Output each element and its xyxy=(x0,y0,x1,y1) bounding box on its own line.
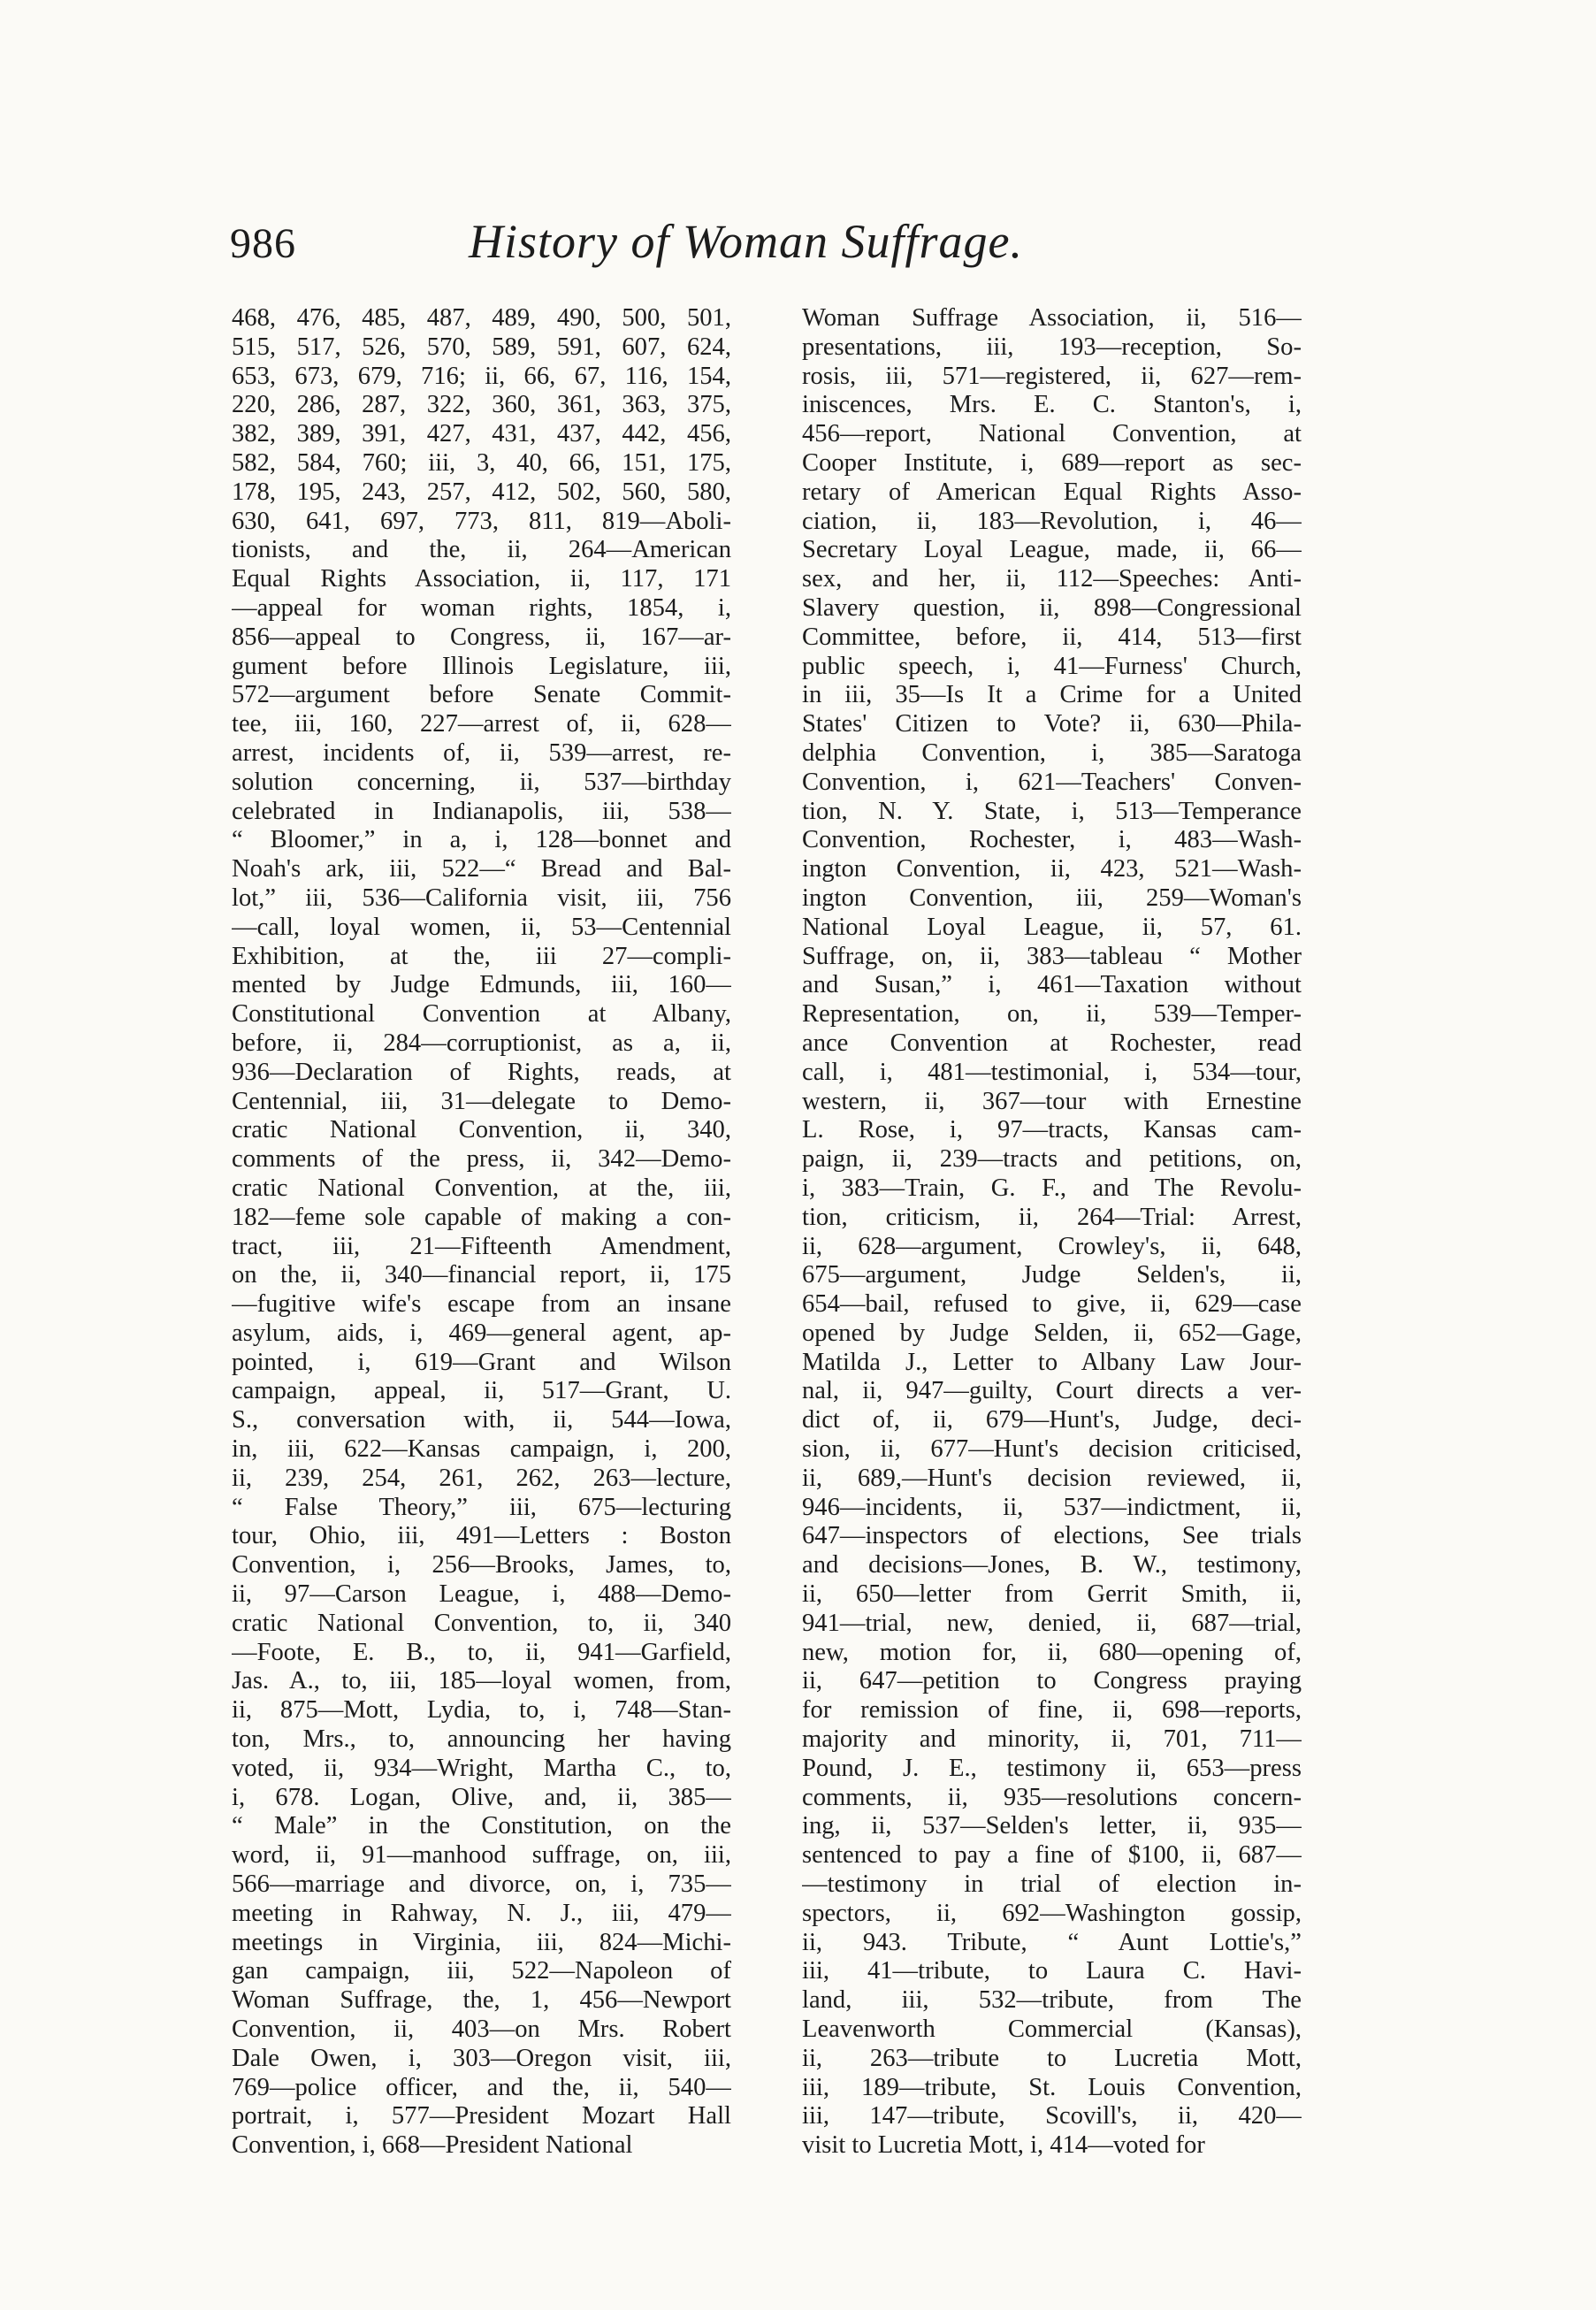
index-column-left xyxy=(232,304,731,2161)
index-line: sex, and her, ii, 112—Speeches: Anti- xyxy=(802,565,1302,593)
index-line: Convention, ii, 403—on Mrs. Robert xyxy=(232,2016,731,2044)
index-line: Exhibition, at the, iii 27—compli- xyxy=(232,942,731,970)
index-line: iii, 189—tribute, St. Louis Convention, xyxy=(802,2073,1302,2101)
running-title: History of Woman Suffrage. xyxy=(469,215,1024,268)
index-line: presentations, iii, 193—reception, So- xyxy=(802,333,1302,361)
index-line: 382, 389, 391, 427, 431, 437, 442, 456, xyxy=(232,420,731,448)
index-line: rosis, iii, 571—registered, ii, 627—rem- xyxy=(802,362,1302,390)
index-line: 654—bail, refused to give, ii, 629—case xyxy=(802,1290,1302,1319)
index-line: ciation, ii, 183—Revolution, i, 46— xyxy=(802,507,1302,535)
index-line: —fugitive wife's escape from an insane xyxy=(232,1290,731,1319)
index-line: 572—argument before Senate Commit- xyxy=(232,681,731,709)
index-line: cratic National Convention, ii, 340, xyxy=(232,1116,731,1144)
index-column-right xyxy=(802,304,1302,2161)
index-line: “ Male” in the Constitution, on the xyxy=(232,1812,731,1840)
index-line: call, i, 481—testimonial, i, 534—tour, xyxy=(802,1058,1302,1086)
index-line: paign, ii, 239—tracts and petitions, on, xyxy=(802,1145,1302,1174)
index-line: Secretary Loyal League, made, ii, 66— xyxy=(802,536,1302,564)
index-line: —testimony in trial of election in- xyxy=(802,1870,1302,1899)
index-line: for remission of fine, ii, 698—reports, xyxy=(802,1696,1302,1725)
index-line: i, 383—Train, G. F., and The Revolu- xyxy=(802,1174,1302,1202)
index-line: ance Convention at Rochester, read xyxy=(802,1029,1302,1057)
index-line: ii, 239, 254, 261, 262, 263—lecture, xyxy=(232,1464,731,1492)
index-line: arrest, incidents of, ii, 539—arrest, re- xyxy=(232,738,731,767)
index-line: —appeal for woman rights, 1854, i, xyxy=(232,593,731,622)
index-line: nal, ii, 947—guilty, Court directs a ver- xyxy=(802,1377,1302,1405)
index-line: 582, 584, 760; iii, 3, 40, 66, 151, 175, xyxy=(232,448,731,477)
index-line: ii, 628—argument, Crowley's, ii, 648, xyxy=(802,1232,1302,1260)
index-line: 220, 286, 287, 322, 360, 361, 363, 375, xyxy=(232,391,731,419)
index-line: cratic National Convention, to, ii, 340 xyxy=(232,1609,731,1637)
index-line: iii, 147—tribute, Scovill's, ii, 420— xyxy=(802,2102,1302,2130)
index-line: meetings in Virginia, iii, 824—Michi- xyxy=(232,1928,731,1956)
index-line: Representation, on, ii, 539—Temper- xyxy=(802,1000,1302,1029)
index-line: pointed, i, 619—Grant and Wilson xyxy=(232,1348,731,1376)
index-line: visit to Lucretia Mott, i, 414—voted for xyxy=(802,2131,1205,2160)
index-line: ii, 97—Carson League, i, 488—Demo- xyxy=(232,1580,731,1609)
index-line: western, ii, 367—tour with Ernestine xyxy=(802,1087,1302,1115)
index-line: Constitutional Convention at Albany, xyxy=(232,1000,731,1029)
index-line: Woman Suffrage, the, 1, 456—Newport xyxy=(232,1986,731,2015)
index-line: ii, 875—Mott, Lydia, to, i, 748—Stan- xyxy=(232,1696,731,1725)
index-line: in iii, 35—Is It a Crime for a United xyxy=(802,681,1302,709)
index-line: voted, ii, 934—Wright, Martha C., to, xyxy=(232,1754,731,1782)
running-head xyxy=(230,210,1309,290)
index-line: —Foote, E. B., to, ii, 941—Garfield, xyxy=(232,1638,731,1666)
index-line: Jas. A., to, iii, 185—loyal women, from, xyxy=(232,1667,731,1695)
index-line: majority and minority, ii, 701, 711— xyxy=(802,1725,1302,1754)
index-line: and decisions—Jones, B. W., testimony, xyxy=(802,1551,1302,1580)
index-line: ing, ii, 537—Selden's letter, ii, 935— xyxy=(802,1812,1302,1840)
index-line: Centennial, iii, 31—delegate to Demo- xyxy=(232,1087,731,1115)
index-line: L. Rose, i, 97—tracts, Kansas cam- xyxy=(802,1116,1302,1144)
index-line: solution concerning, ii, 537—birthday xyxy=(232,768,731,796)
index-line: iii, 41—tribute, to Laura C. Havi- xyxy=(802,1957,1302,1985)
index-line: ton, Mrs., to, announcing her having xyxy=(232,1725,731,1754)
index-line: 936—Declaration of Rights, reads, at xyxy=(232,1058,731,1086)
index-line: portrait, i, 577—President Mozart Hall xyxy=(232,2102,731,2130)
index-line: —call, loyal women, ii, 53—Centennial xyxy=(232,913,731,941)
index-line: comments, ii, 935—resolutions concern- xyxy=(802,1783,1302,1811)
index-line: Woman Suffrage Association, ii, 516— xyxy=(802,304,1302,332)
index-line: delphia Convention, i, 385—Saratoga xyxy=(802,738,1302,767)
index-line: Convention, i, 621—Teachers' Conven- xyxy=(802,768,1302,796)
index-line: iniscences, Mrs. E. C. Stanton's, i, xyxy=(802,391,1302,419)
index-line: word, ii, 91—manhood suffrage, on, iii, xyxy=(232,1841,731,1870)
index-line: Dale Owen, i, 303—Oregon visit, iii, xyxy=(232,2044,731,2072)
index-line: ii, 263—tribute to Lucretia Mott, xyxy=(802,2044,1302,2072)
index-line: Matilda J., Letter to Albany Law Jour- xyxy=(802,1348,1302,1376)
index-line: 468, 476, 485, 487, 489, 490, 500, 501, xyxy=(232,304,731,332)
index-line: 630, 641, 697, 773, 811, 819—Aboli- xyxy=(232,507,731,535)
index-line: campaign, appeal, ii, 517—Grant, U. xyxy=(232,1377,731,1405)
index-line: cratic National Convention, at the, iii, xyxy=(232,1174,731,1202)
index-line: comments of the press, ii, 342—Demo- xyxy=(232,1145,731,1174)
index-line: on the, ii, 340—financial report, ii, 175 xyxy=(232,1261,731,1289)
index-line: Leavenworth Commercial (Kansas), xyxy=(802,2016,1302,2044)
page-number: 986 xyxy=(230,220,296,267)
index-line: Pound, J. E., testimony ii, 653—press xyxy=(802,1754,1302,1782)
index-line: S., conversation with, ii, 544—Iowa, xyxy=(232,1406,731,1434)
index-line: spectors, ii, 692—Washington gossip, xyxy=(802,1899,1302,1927)
index-line: tion, criticism, ii, 264—Trial: Arrest, xyxy=(802,1203,1302,1231)
index-line: tion, N. Y. State, i, 513—Temperance xyxy=(802,797,1302,825)
index-line: ington Convention, iii, 259—Woman's xyxy=(802,883,1302,912)
index-line: 566—marriage and divorce, on, i, 735— xyxy=(232,1870,731,1899)
index-line: 941—trial, new, denied, ii, 687—trial, xyxy=(802,1609,1302,1637)
index-line: opened by Judge Selden, ii, 652—Gage, xyxy=(802,1319,1302,1347)
index-line: 769—police officer, and the, ii, 540— xyxy=(232,2073,731,2101)
index-line: public speech, i, 41—Furness' Church, xyxy=(802,652,1302,680)
index-line: i, 678. Logan, Olive, and, ii, 385— xyxy=(232,1783,731,1811)
index-line: “ False Theory,” iii, 675—lecturing xyxy=(232,1493,731,1521)
index-line: ii, 689,—Hunt's decision reviewed, ii, xyxy=(802,1464,1302,1492)
index-line: sentenced to pay a fine of $100, ii, 687— xyxy=(802,1841,1302,1870)
index-line: Convention, i, 256—Brooks, James, to, xyxy=(232,1551,731,1580)
index-line: mented by Judge Edmunds, iii, 160— xyxy=(232,971,731,999)
index-line: tract, iii, 21—Fifteenth Amendment, xyxy=(232,1232,731,1260)
index-line: gument before Illinois Legislature, iii, xyxy=(232,652,731,680)
index-line: lot,” iii, 536—California visit, iii, 756 xyxy=(232,883,731,912)
index-line: dict of, ii, 679—Hunt's, Judge, deci- xyxy=(802,1406,1302,1434)
index-line: ington Convention, ii, 423, 521—Wash- xyxy=(802,855,1302,883)
index-line: 456—report, National Convention, at xyxy=(802,420,1302,448)
index-line: before, ii, 284—corruptionist, as a, ii, xyxy=(232,1029,731,1057)
index-line: land, iii, 532—tribute, from The xyxy=(802,1986,1302,2015)
index-line: “ Bloomer,” in a, i, 128—bonnet and xyxy=(232,826,731,854)
index-line: tionists, and the, ii, 264—American xyxy=(232,536,731,564)
index-line: ii, 943. Tribute, “ Aunt Lottie's,” xyxy=(802,1928,1302,1956)
index-line: 182—feme sole capable of making a con- xyxy=(232,1203,731,1231)
index-line: Cooper Institute, i, 689—report as sec- xyxy=(802,448,1302,477)
index-line: ii, 647—petition to Congress praying xyxy=(802,1667,1302,1695)
index-line: ii, 650—letter from Gerrit Smith, ii, xyxy=(802,1580,1302,1609)
index-line: 515, 517, 526, 570, 589, 591, 607, 624, xyxy=(232,333,731,361)
index-line: National Loyal League, ii, 57, 61. xyxy=(802,913,1302,941)
index-line: 647—inspectors of elections, See trials xyxy=(802,1522,1302,1550)
index-line: Convention, i, 668—President National xyxy=(232,2131,633,2160)
index-line: in, iii, 622—Kansas campaign, i, 200, xyxy=(232,1435,731,1464)
index-line: Noah's ark, iii, 522—“ Bread and Bal- xyxy=(232,855,731,883)
index-line: 178, 195, 243, 257, 412, 502, 560, 580, xyxy=(232,478,731,506)
index-line: and Susan,” i, 461—Taxation without xyxy=(802,971,1302,999)
index-line: Convention, Rochester, i, 483—Wash- xyxy=(802,826,1302,854)
index-line: 653, 673, 679, 716; ii, 66, 67, 116, 154, xyxy=(232,362,731,390)
index-line: sion, ii, 677—Hunt's decision criticised, xyxy=(802,1435,1302,1464)
index-line: new, motion for, ii, 680—opening of, xyxy=(802,1638,1302,1666)
index-line: Slavery question, ii, 898—Congressional xyxy=(802,593,1302,622)
index-line: asylum, aids, i, 469—general agent, ap- xyxy=(232,1319,731,1347)
index-line: meeting in Rahway, N. J., iii, 479— xyxy=(232,1899,731,1927)
index-line: States' Citizen to Vote? ii, 630—Phila- xyxy=(802,710,1302,738)
index-line: tee, iii, 160, 227—arrest of, ii, 628— xyxy=(232,710,731,738)
index-line: 946—incidents, ii, 537—indictment, ii, xyxy=(802,1493,1302,1521)
index-line: tour, Ohio, iii, 491—Letters : Boston xyxy=(232,1522,731,1550)
index-line: celebrated in Indianapolis, iii, 538— xyxy=(232,797,731,825)
index-line: retary of American Equal Rights Asso- xyxy=(802,478,1302,506)
index-line: Committee, before, ii, 414, 513—first xyxy=(802,623,1302,651)
index-line: gan campaign, iii, 522—Napoleon of xyxy=(232,1957,731,1985)
index-line: Equal Rights Association, ii, 117, 171 xyxy=(232,565,731,593)
index-line: Suffrage, on, ii, 383—tableau “ Mother xyxy=(802,942,1302,970)
index-line: 675—argument, Judge Selden's, ii, xyxy=(802,1261,1302,1289)
index-line: 856—appeal to Congress, ii, 167—ar- xyxy=(232,623,731,651)
